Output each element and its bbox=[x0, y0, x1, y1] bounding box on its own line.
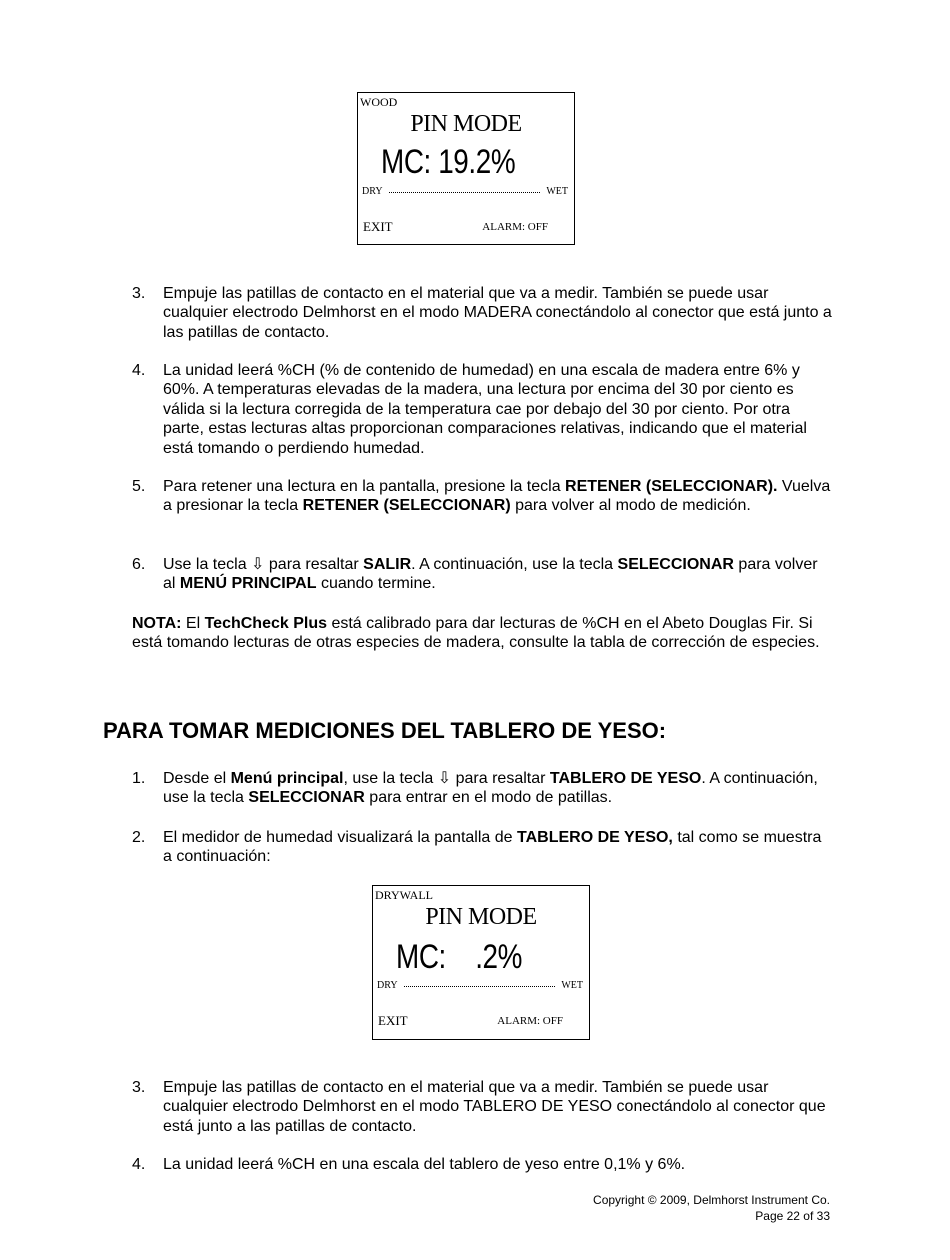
key-name: SALIR bbox=[363, 556, 412, 573]
lcd-title: PIN MODE bbox=[425, 904, 537, 930]
list-text: Empuje las patillas de contacto en el material que va a medir. También se puede usar cualquier electrodo Delmhorst en el modo TABLERO DE YESO conectándolo al conector que está junto a las patillas de contacto. bbox=[163, 1079, 826, 1135]
section-heading: PARA TOMAR MEDICIONES DEL TABLERO DE YESO: bbox=[103, 718, 667, 743]
list-number: 3. bbox=[132, 1079, 146, 1096]
list-number: 4. bbox=[132, 1156, 146, 1173]
lcd-exit-label: EXIT bbox=[363, 219, 393, 234]
key-name: RETENER (SELECCIONAR) bbox=[302, 497, 511, 515]
list-number: 2. bbox=[132, 829, 146, 846]
menu-option: TABLERO DE YESO bbox=[549, 770, 702, 787]
list-text: La unidad leerá %CH en una escala del tablero de yeso entre 0,1% y 6%. bbox=[163, 1156, 686, 1173]
lcd-scale-line bbox=[389, 192, 541, 193]
lcd-dry-label: DRY bbox=[377, 980, 398, 991]
copyright-text: Copyright © 2009, Delmhorst Instrument Co. bbox=[593, 1193, 830, 1207]
list-text: Use la tecla ⇩ para resaltar SALIR. A continuación, use la tecla SELECCIONAR para volver al MENÚ PRINCIPAL cuando termine. bbox=[163, 556, 818, 593]
page-footer bbox=[593, 1192, 830, 1224]
list-text: Desde el Menú principal, use la tecla ⇩ para resaltar TABLERO DE YESO. A continuación, use la tecla SELECCIONAR para entrar en el modo de patillas. bbox=[163, 770, 818, 807]
lcd-alarm-label: ALARM: OFF bbox=[482, 221, 548, 233]
list-text: Empuje las patillas de contacto en el material que va a medir. También se puede usar cualquier electrodo Delmhorst en el modo MADERA conectándolo al conector que está junto a las patillas de contacto. bbox=[163, 285, 832, 341]
note-paragraph: NOTA: El TechCheck Plus está calibrado para dar lecturas de %CH en el Abeto Douglas Fir. Si está tomando lecturas de otras especies de madera, consulte la tabla de corrección de especies. bbox=[132, 615, 820, 652]
key-name: SELECCIONAR bbox=[248, 789, 365, 807]
lcd-scale bbox=[362, 186, 568, 197]
lcd-mode-label: DRYWALL bbox=[375, 888, 433, 902]
note-label: NOTA: bbox=[132, 615, 182, 632]
lcd-title: PIN MODE bbox=[410, 111, 522, 137]
list-number: 1. bbox=[132, 770, 146, 787]
lcd-exit-label: EXIT bbox=[378, 1013, 408, 1028]
lcd-scale bbox=[377, 980, 583, 991]
list-number: 5. bbox=[132, 478, 146, 495]
menu-name: Menú principal bbox=[230, 770, 344, 787]
page-number: Page 22 of 33 bbox=[755, 1209, 830, 1223]
key-name: SELECCIONAR bbox=[617, 556, 734, 573]
list-text: Para retener una lectura en la pantalla, presione la tecla RETENER (SELECCIONAR). Vuelva a presionar la tecla RETENER (SELECCIONAR) para volver al modo de medición. bbox=[163, 478, 831, 515]
lcd-dry-label: DRY bbox=[362, 186, 383, 197]
list-number: 4. bbox=[132, 362, 146, 379]
lcd-mode-label: WOOD bbox=[360, 95, 398, 109]
lcd-reading: MC: .2% bbox=[396, 938, 523, 976]
key-name: RETENER (SELECCIONAR). bbox=[565, 478, 778, 495]
lcd-screen-drywall bbox=[372, 885, 590, 1040]
list-number: 3. bbox=[132, 285, 146, 302]
lcd-screen-wood bbox=[357, 92, 575, 245]
list-text: El medidor de humedad visualizará la pantalla de TABLERO DE YESO, tal como se muestra a continuación: bbox=[163, 829, 822, 866]
list-text: La unidad leerá %CH (% de contenido de humedad) en una escala de madera entre 6% y 60%. A temperaturas elevadas de la madera, una lectura por encima del 30 por ciento es válida si la lectura corregida de la temperatura cae por debajo del 30 por ciento. Por otra parte, estas lecturas altas proporcionan comparaciones relativas, indicando que el material está tomando o perdiendo humedad. bbox=[163, 362, 807, 457]
lcd-alarm-label: ALARM: OFF bbox=[497, 1015, 563, 1027]
screen-name: TABLERO DE YESO, bbox=[517, 829, 673, 846]
product-name: TechCheck Plus bbox=[204, 615, 328, 632]
list-number: 6. bbox=[132, 556, 146, 573]
lcd-wet-label: WET bbox=[546, 186, 568, 197]
lcd-wet-label: WET bbox=[561, 980, 583, 991]
lcd-scale-line bbox=[404, 986, 556, 987]
lcd-reading: MC: 19.2% bbox=[381, 143, 516, 181]
menu-name: MENÚ PRINCIPAL bbox=[179, 575, 317, 593]
